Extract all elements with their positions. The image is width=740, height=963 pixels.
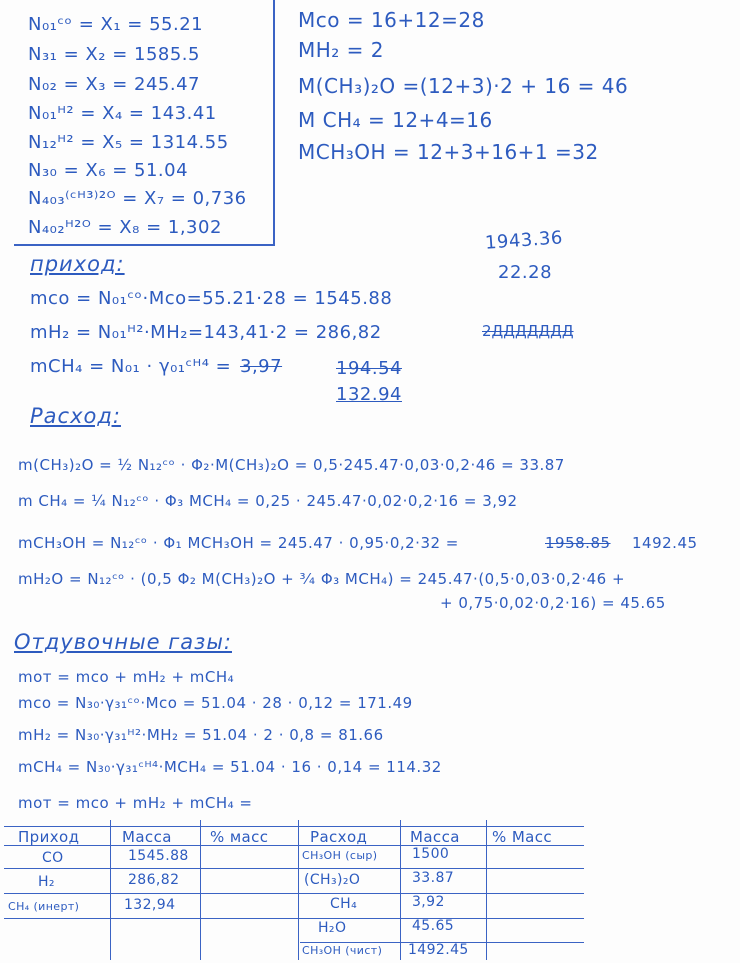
table-rule [298, 820, 299, 960]
variable-line: N₀₁ᴴ² = X₄ = 143.41 [28, 103, 217, 124]
table-rule [486, 820, 487, 960]
variable-line: N₀₂ = X₃ = 245.47 [28, 74, 200, 95]
table-expense-mass: 1500 [412, 846, 450, 862]
table-rule [4, 826, 584, 827]
table-header: Приход [18, 828, 80, 846]
expense-line-water: mH₂O = N₁₂ᶜᵒ · (0,5 Φ₂ M(CH₃)₂O + ³⁄₄ Φ₃ MCH₄) = 245.47·(0,5·0,03·0,2·46 + [18, 570, 626, 588]
expense-line-ch3oh: mCH₃OH = N₁₂ᶜᵒ · Φ₁ MCH₃OH = 245.47 · 0,95·0,2·32 = [18, 534, 459, 552]
table-expense-mass: 3,92 [412, 894, 445, 910]
variable-line: N₃₀ = X₆ = 51.04 [28, 160, 189, 181]
molar-mass-line: MH₂ = 2 [298, 38, 385, 62]
table-rule [400, 820, 401, 960]
side-note-number: 22.28 [498, 262, 553, 283]
purge-heading: Отдувочные газы: [14, 630, 232, 654]
table-rule [4, 893, 584, 894]
side-note-number: 1943.36 [484, 227, 564, 254]
expense-heading: Расход: [30, 404, 121, 428]
purge-line: mот = mco + mH₂ + mCH₄ = [18, 794, 253, 812]
table-income-mass: 1545.88 [128, 848, 189, 864]
table-expense-name: CH₃OH (сыр) [302, 849, 378, 862]
table-expense-mass: 33.87 [412, 870, 455, 886]
income-line-co: mco = N₀₁ᶜᵒ·Mco=55.21·28 = 1545.88 [30, 288, 393, 309]
table-income-mass: 286,82 [128, 872, 180, 888]
table-header: Масса [410, 828, 460, 846]
table-expense-mass: 1492.45 [408, 942, 469, 958]
purge-line: mH₂ = N₃₀·γ₃₁ᴴ²·MH₂ = 51.04 · 2 · 0,8 = 81.66 [18, 726, 384, 744]
variable-line: N₄₀₂ᴴ²ᴼ = X₈ = 1,302 [28, 217, 222, 238]
purge-line: mco = N₃₀·γ₃₁ᶜᵒ·Mco = 51.04 · 28 · 0,12 = 171.49 [18, 694, 413, 712]
expense-line-ch4: m CH₄ = ¼ N₁₂ᶜᵒ · Φ₃ MCH₄ = 0,25 · 245.47·0,02·0,2·16 = 3,92 [18, 492, 518, 510]
table-header: % масс [210, 828, 269, 846]
table-rule [4, 918, 584, 919]
table-expense-name: (CH₃)₂O [304, 872, 361, 888]
table-income-name: CO [42, 850, 64, 866]
table-income-name: CH₄ (инерт) [8, 900, 80, 913]
table-expense-name: H₂O [318, 920, 347, 936]
struck-value: 1958.85 [545, 534, 611, 552]
income-heading: приход: [30, 252, 125, 276]
expense-line-water-cont: + 0,75·0,02·0,2·16) = 45.65 [440, 594, 666, 612]
table-expense-name: CH₃OH (чист) [302, 944, 383, 957]
expense-line-dme: m(CH₃)₂O = ½ N₁₂ᶜᵒ · Φ₂·M(CH₃)₂O = 0,5·245.47·0,03·0,2·46 = 33.87 [18, 456, 565, 474]
table-income-name: H₂ [38, 874, 55, 890]
struck-value: 3,97 [240, 356, 283, 377]
table-income-mass: 132,94 [124, 897, 176, 913]
table-rule [200, 820, 201, 960]
income-line-ch4: mCH₄ = N₀₁ · γ₀₁ᶜᴴ⁴ = [30, 356, 232, 377]
table-header: Масса [122, 828, 172, 846]
table-header: Расход [310, 828, 368, 846]
table-header: % Масс [492, 828, 553, 846]
purge-line: mот = mco + mH₂ + mCH₄ [18, 668, 235, 686]
variable-line: N₁₂ᴴ² = X₅ = 1314.55 [28, 132, 229, 153]
table-rule [4, 868, 584, 869]
table-expense-name: CH₄ [330, 896, 358, 912]
crossed-out-scribble: 2ДДДДДДД [482, 322, 574, 340]
molar-mass-line: M(CH₃)₂O =(12+3)·2 + 16 = 46 [298, 74, 629, 98]
income-extra-value: 194.54 [336, 358, 402, 379]
molar-mass-line: M CH₄ = 12+4=16 [298, 108, 493, 132]
variable-line: N₃₁ = X₂ = 1585.5 [28, 44, 200, 65]
variable-line: N₄₀₃⁽ᶜᴴ³⁾²ᴼ = X₇ = 0,736 [28, 188, 247, 209]
molar-mass-line: MCH₃OH = 12+3+16+1 =32 [298, 140, 599, 164]
income-extra-value: 132.94 [336, 384, 402, 405]
table-rule [110, 820, 111, 960]
purge-line: mCH₄ = N₃₀·γ₃₁ᶜᴴ⁴·MCH₄ = 51.04 · 16 · 0,14 = 114.32 [18, 758, 442, 776]
table-expense-mass: 45.65 [412, 918, 455, 934]
ch3oh-value: 1492.45 [632, 534, 698, 552]
molar-mass-line: Mco = 16+12=28 [298, 8, 485, 32]
variable-line: N₀₁ᶜᵒ = X₁ = 55.21 [28, 14, 204, 35]
income-line-h2: mH₂ = N₀₁ᴴ²·MH₂=143,41·2 = 286,82 [30, 322, 382, 343]
